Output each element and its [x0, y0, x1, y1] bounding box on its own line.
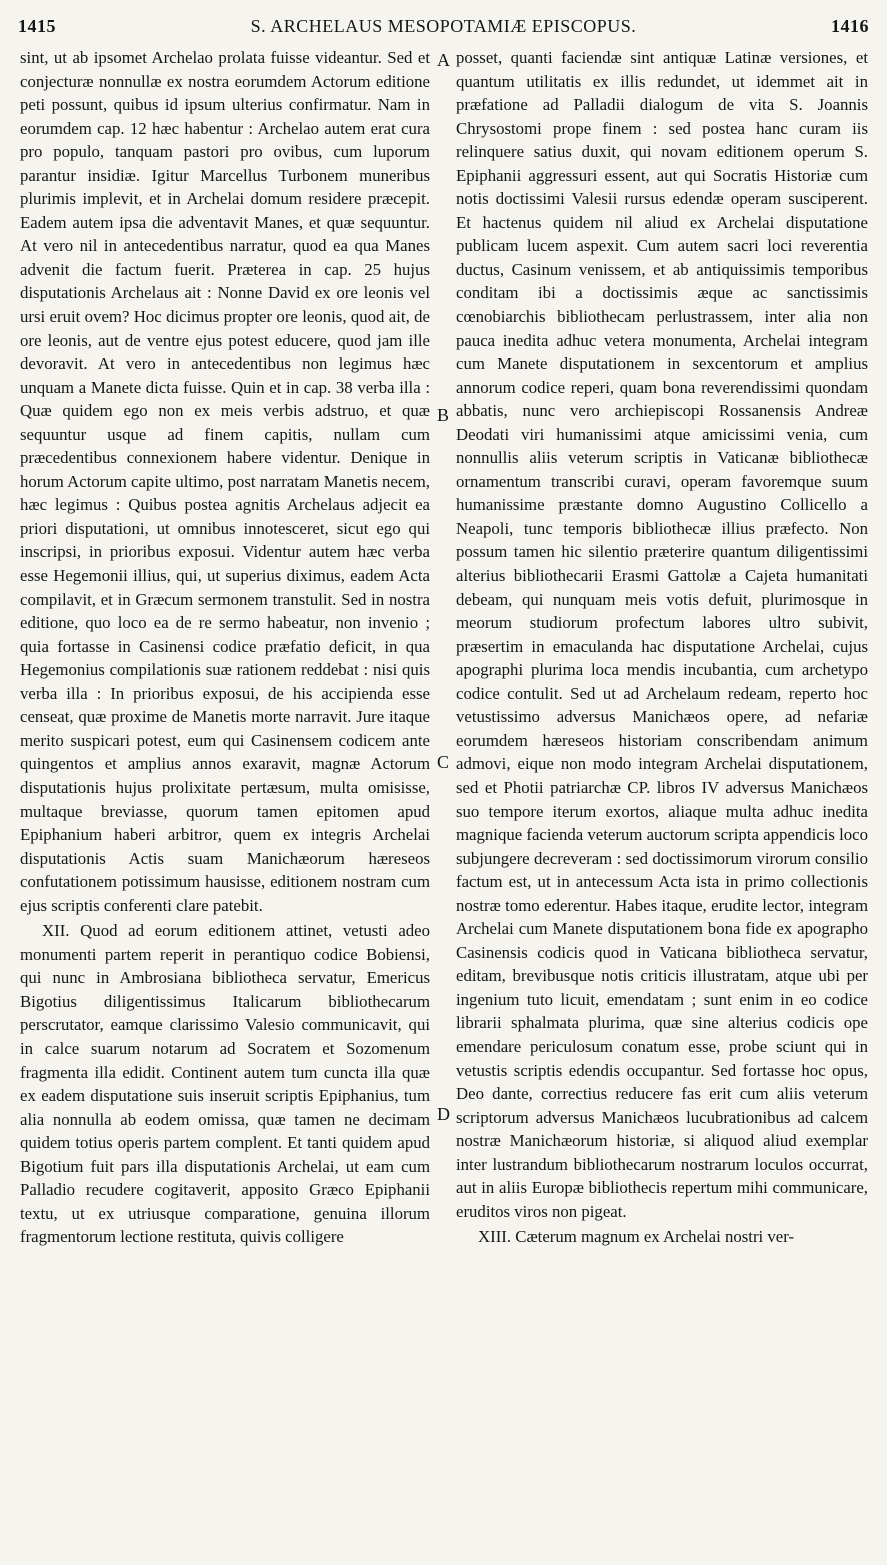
margin-marker-d: D	[437, 1104, 450, 1124]
margin-marker-b: B	[437, 405, 450, 425]
margin-marker-c: C	[437, 752, 450, 772]
paragraph-xiii: XIII. Cæterum magnum ex Archelai nostri ver-	[478, 1227, 795, 1247]
page-number-right: 1416	[831, 16, 869, 36]
running-title: S. ARCHELAUS MESOPOTAMIÆ EPISCOPUS.	[250, 16, 637, 36]
paragraph: sint, ut ab ipsomet Archelao prolata fuisse videantur. Sed et conjecturæ nonnullæ ex nostra eorumdem Actorum editione peti possunt, quibus id ipsum ulterius confirmatur. Nam in eorumdem cap. 12 hæc habentur : Archelao autem erat cura pro populo, tanquam pastori pro ovibus, cum luporum parantur insidiæ. Igitur Marcellus Turbonem muneribus plurimis implevit, et in Archelai domum residere præcepit. Eadem autem ipsa die adventavit Manes, et quæ sequuntur. At vero nil in antecedentibus narratur, quod ea qua Manes advenit die factum fuerit. Præterea in cap. 25 hujus disputationis Archelaus ait : Nonne David ex ore leonis vel ursi eruit ovem? Hoc dicimus propter ore leonis, quod ait, de ore leonis, aut de ventre ejus potest educere, quod jam ille devoravit. At vero in antecedentibus non legimus hæc unquam a Manete dicta fuisse. Quin et in cap. 38 verba illa : Quæ quidem ego non ex meis verbis adstruo, et quæ sequuntur usque ad finem capitis, nullam cum præcedentibus connexionem habere videntur. Denique in horum Actorum capite ultimo, post narratam Manetis necem, hæc legimus : Quibus postea agnitis Archelaus adjecit ea priori disputationi, ut omnibus innotesceret, sicut ego qui inscripsi, in prioribus exposui. Videntur autem hæc verba esse Hegemonii illius, qui, ut superius diximus, eadem Acta compilavit, et in Græcum sermonem transtulit. Sed in nostra editione, quo loco ea de re sermo habeatur, non invenio ; quia fortasse in Casinensi codice præfatio deficit, in qua Hegemonius compilationis suæ rationem reddebat : nisi quis verba illa : In prioribus exposui, de his accipienda esse censeat, quæ proxime de Manetis morte narravit. Jure itaque merito suspicari potest, eum qui Casinensem codicem ante quingentos et amplius annos exaravit, magnæ Actorum disputationis hujus prolixitate pertæsum, multa omisisse, multaque breviasse, quorum tamen epitomen apud Epiphanium haberi arbitror, quem ex integris Archelai disputationis Actis suam Manichæorum hæreseos confutationem potissimum hausisse, editionem nostram cum ejus scriptis conferenti clare patebit.	[20, 48, 430, 915]
margin-marker-a: A	[437, 50, 450, 70]
paragraph-xii: XII. Quod ad eorum editionem attinet, vetusti adeo monumenti partem reperit in perantiquo codice Bobiensi, qui nunc in Ambrosiana bibliotheca servatur, Emericus Bigotius diligentissimus Italicarum bibliothecarum perscrutator, eamque clarissimo Valesio communicavit, qui in calce suarum notarum ad Socratem et Sozomenum fragmenta illa edidit. Continent autem tum cuncta illa quæ ex eadem disputatione suis inseruit scriptis Epiphanius, tum alia nonnulla ab eodem omissa, quæ tamen ne decimam quidem totius operis partem complent. Et tanti quidem apud Bigotium fuit pars illa disputationis Archelai, ut eam cum Palladio recudere cogitaverit, apposito Græco Epiphanii textu, ut ex utriusque comparatione, genuina illorum fragmentorum lectione restituta, quivis colligere	[20, 921, 430, 1247]
right-column	[456, 46, 868, 1249]
page-header	[18, 16, 869, 42]
page-number-left: 1415	[18, 16, 56, 36]
left-column	[20, 46, 430, 1249]
paragraph: posset, quanti faciendæ sint antiquæ Latinæ versiones, et quantum utilitatis ex illis redundet, ut idemmet ait in præfatione ad Palladii dialogum de vita S. Joannis Chrysostomi prope finem : sed postea hanc curam iis relinquere satius duxit, qui novam editionem operum S. Epiphanii aggressuri essent, aut qui Socratis Historiæ cum notis doctissimi Valesii rursus edendæ operam susciperent. Et hactenus quidem nil aliud ex Archelai disputatione publicam lucem aspexit. Cum autem sacri loci reverentia ductus, Casinum venissem, et ab antiquissimis temporibus conditam ibi a doctissimis æque ac sanctissimis cœnobiarchis bibliothecam perlustrassem, inter alia non pauca inedita adhuc vetera monumenta, Archelai integram cum Manete disputationem in sexcentorum et amplius annorum codice reperi, quam bona reverendissimi quondam abbatis, nunc vero archiepiscopi Rossanensis Andreæ Deodati viri humanissimi atque amicissimi venia, cum nonnullis aliis veterum scriptis in Vaticanæ bibliothecæ ornamentum transcribi curavi, operam favoremque suum humanissime præstante domno Augustino Collicello a Neapoli, tunc temporis bibliothecæ illius præfecto. Non possum tamen hic silentio præterire quantum diligentissimi alterius bibliothecarii Erasmi Gattolæ a Cajeta humanitati debeam, qui nunquam meis votis defuit, plurimosque in meorum studiorum profectum labores ultro subivit, præsertim in emaculanda hac disputatione Archelai, cujus apographi plurima loca mendis incubantia, cum archetypo codice contulit. Sed ut ad Archelaum redeam, reperto hoc vetustissimo adversus Manichæos opere, ad nefariæ eorumdem hæreseos historiam conscribendam animum admovi, eique non modo integram Archelai disputationem, sed et Photii patriarchæ CP. libros IV adversus Manichæos suo tempore iterum exortos, aliaque multa adhuc inedita magnique facienda veterum auctorum scripta appendicis loco subjungere decreveram : sed doctissimorum virorum consilio factum est, ut in antecessum Acta ista in primo collectionis nostræ tomo ederentur. Habes itaque, erudite lector, integram Archelai cum Manete disputationem bona fide ex apographo Casinensis codicis quod in Vaticana bibliotheca servatur, editam, brevibusque notis criticis illustratam, atque ubi per ingenium tuto licuit, emendatam ; sunt enim in eo codice librarii sphalmata plurima, quæ sine alterius codicis ope emendare periculosum conatum esse, probe sciunt qui in vetustis scriptis edendis occupantur. Sed fortasse hoc opus, Deo dante, correctius reducere fas erit cum aliis veterum scriptorum adversus Manichæos lucubrationibus ad calcem nostræ Manichæorum historiæ, si aliquod aliud exemplar inter lustrandum bibliothecarum nostrarum loculos occurrat, aut in aliis Europæ bibliothecis repertum mihi communicare, eruditos viros non pigeat.	[456, 48, 868, 1221]
